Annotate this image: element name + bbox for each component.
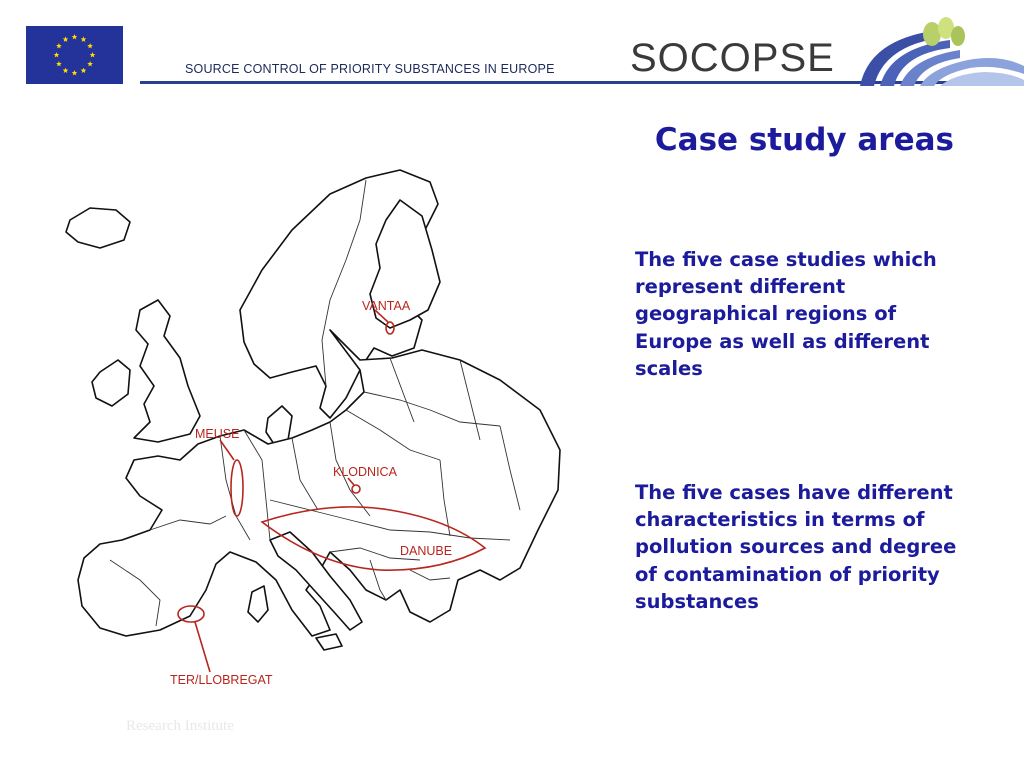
label-klodnica: KLODNICA: [333, 465, 397, 479]
eu-star-icon: [63, 36, 69, 41]
label-vantaa: VANTAA: [362, 299, 411, 313]
eu-star-icon: [63, 68, 69, 73]
eu-flag-logo: [26, 26, 123, 84]
iceland-landmass: [66, 208, 130, 248]
label-meuse: MEUSE: [195, 427, 240, 441]
europe-map: [30, 160, 590, 700]
eu-star-icon: [72, 70, 78, 75]
eu-star-icon: [81, 36, 87, 41]
paragraph-case-studies: The five case studies which represent different geographical regions of Europe as well as different scales: [635, 248, 937, 380]
eu-star-icon: [56, 61, 62, 66]
eu-star-icon: [81, 68, 87, 73]
footer-watermark: [36, 716, 276, 740]
footer-watermark-text: Research Institute: [126, 718, 234, 734]
great-britain-landmass: [134, 300, 200, 442]
eu-star-icon: [56, 43, 62, 48]
eu-star-icon: [87, 61, 93, 66]
eu-star-icon: [90, 52, 96, 57]
label-ter-llobregat: TER/LLOBREGAT: [170, 673, 273, 687]
socopse-wave-logo-icon: [850, 8, 1024, 86]
slide-title: Case study areas: [654, 122, 954, 158]
eu-star-icon: [54, 52, 60, 57]
eu-stars-icon: [26, 26, 123, 84]
paragraph-characteristics: The five cases have different characteristics in terms of pollution sources and degree of contamination of priority substances: [635, 481, 957, 613]
eu-star-icon: [72, 34, 78, 39]
label-danube: DANUBE: [400, 544, 453, 558]
ireland-landmass: [92, 360, 130, 406]
eu-star-icon: [87, 43, 93, 48]
brand-name: SOCOPSE: [630, 36, 835, 80]
sicily-landmass: [316, 634, 342, 650]
sardinia-landmass: [248, 586, 268, 622]
header-subtitle: SOURCE CONTROL OF PRIORITY SUBSTANCES IN EUROPE: [185, 62, 555, 76]
